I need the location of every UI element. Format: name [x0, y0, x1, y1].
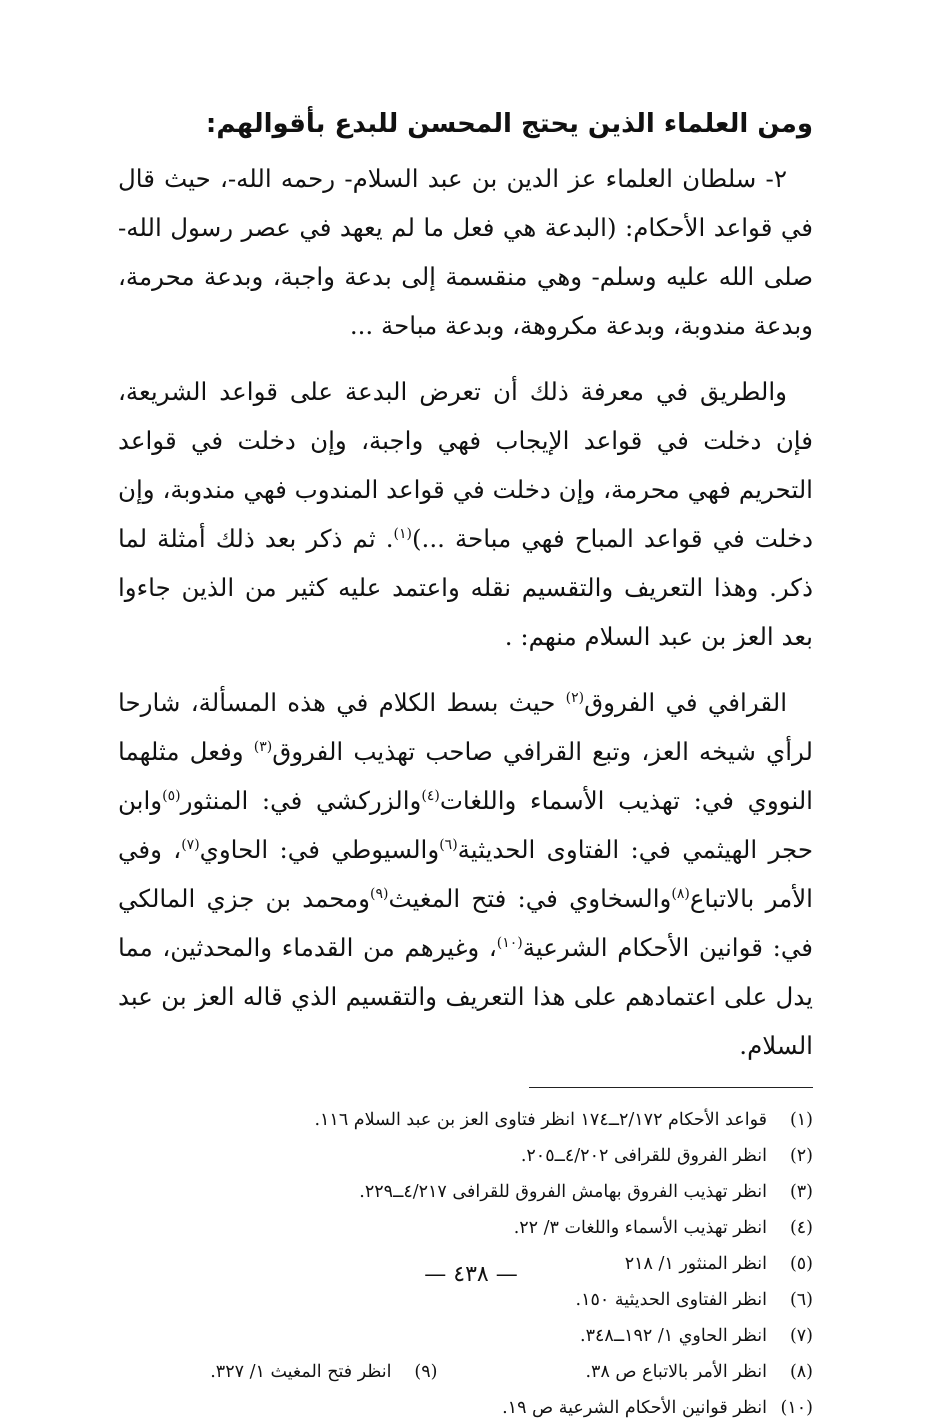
- footnote-number: (٢): [789, 1146, 813, 1166]
- footnote-ref-9[interactable]: (٩): [370, 885, 389, 902]
- footnote-item: [118, 1390, 813, 1426]
- footnote-ref-3[interactable]: (٣): [253, 738, 273, 755]
- footnote-item: [118, 1138, 813, 1174]
- footnote-ref-6[interactable]: (٦): [439, 836, 458, 853]
- footnote-ref-4[interactable]: (٤): [421, 787, 440, 804]
- footnote-item: [118, 1174, 813, 1210]
- footnote-ref-2[interactable]: (٢): [565, 689, 585, 706]
- footnote-item: [118, 1210, 813, 1246]
- paragraph-method-text-a: والطريق في معرفة ذلك أن تعرض البدعة على قواعد الشريعة، فإن دخلت في قواعد الإيجاب فهي واجبة، وإن دخلت في قواعد التحريم فهي محرمة، وإن دخلت في قواعد المندوب فهي مندوبة، وإن دخلت في قواعد المباح فهي مباحة ...): [118, 377, 813, 553]
- followers-text-10: ، وغيرهم من القدماء والمحدثين، مما يدل على اعتمادهم على هذا التعريف والتقسيم الذي قاله العز بن عبد السلام.: [118, 933, 813, 1060]
- page-body: [118, 100, 813, 1426]
- footnote-text: انظر الفتاوى الحديثية ١٥٠.: [575, 1290, 767, 1310]
- footnote-text-second: انظر فتح المغيث ١/ ٣٢٧.: [210, 1362, 392, 1382]
- followers-text-8: والسخاوي في: فتح المغيث: [388, 884, 672, 913]
- footnote-number: (٥): [789, 1254, 813, 1274]
- footnote-text: انظر تهذيب الأسماء واللغات ٣/ ٢٢.: [513, 1218, 767, 1238]
- footnote-item-pair: [118, 1354, 813, 1390]
- footnote-text: انظر المنثور ١/ ٢١٨: [624, 1254, 767, 1274]
- footnote-number: (٤): [789, 1218, 813, 1238]
- paragraph-izz-definition: ٢- سلطان العلماء عز الدين بن عبد السلام- رحمه الله-، حيث قال في قواعد الأحكام: (البدعة هي فعل ما لم يعهد في عصر رسول الله- صلى الله عليه وسلم- وهي منقسمة إلى بدعة واجبة، وبدعة محرمة، وبدعة مندوبة، وبدعة مكروهة، وبدعة مباحة ...: [118, 164, 813, 340]
- footnote-item: [118, 1318, 813, 1354]
- followers-text-5: وابن حجر الهيثمي في: الفتاوى الحديثية: [118, 786, 813, 864]
- paragraph-method: [118, 367, 813, 661]
- footnote-number: (١): [789, 1110, 813, 1130]
- footnote-ref-5[interactable]: (٥): [162, 787, 181, 804]
- footnote-text: انظر الحاوي ١/ ١٩٢ــ٣٤٨.: [580, 1326, 767, 1346]
- footnote-number: (٦): [789, 1290, 813, 1310]
- followers-text-3: وفعل مثلهما النووي في: تهذيب الأسماء واللغات: [118, 737, 813, 815]
- footnote-text: انظر الفروق للقرافى ٤/٢٠٢ــ٢٠٥.: [520, 1146, 767, 1166]
- footnote-gap: [437, 1354, 585, 1390]
- followers-text-4: والزركشي في: المنثور: [180, 786, 422, 815]
- followers-text-7: ، وفي الأمر بالاتباع: [118, 835, 813, 913]
- footnote-number: (١٠): [780, 1398, 813, 1418]
- followers-text-1: القرافي في الفروق: [584, 688, 788, 717]
- paragraph-followers: [118, 678, 813, 1070]
- followers-text-6: والسيوطي في: الحاوي: [199, 835, 440, 864]
- section-heading: ومن العلماء الذين يحتج المحسن للبدع بأقوالهم:: [205, 109, 813, 139]
- footnote-item: [118, 1102, 813, 1138]
- footnote-ref-8[interactable]: (٨): [671, 885, 690, 902]
- footnote-number: (٣): [789, 1182, 813, 1202]
- footnote-number: (٨): [789, 1362, 813, 1382]
- footnote-ref-10[interactable]: (١٠): [496, 934, 523, 951]
- footnote-number: (٧): [789, 1326, 813, 1346]
- footnote-text: انظر الأمر بالاتباع ص ٣٨.: [585, 1362, 767, 1382]
- followers-text-2: حيث بسط الكلام في هذه المسألة، شارحا لرأي شيخه العز، وتبع القرافي صاحب تهذيب الفروق: [118, 688, 814, 766]
- footnote-ref-7[interactable]: (٧): [181, 836, 200, 853]
- footnote-item: [118, 1282, 813, 1318]
- footnote-text: انظر قوانين الأحكام الشرعية ص ١٩.: [502, 1398, 767, 1418]
- footnote-divider: [529, 1087, 813, 1088]
- paragraph-method-text-b: . ثم ذكر بعد ذلك أمثلة لما ذكر. وهذا التعريف والتقسيم نقله واعتمد عليه كثير من الذين جاءوا بعد العز بن عبد السلام منهم: .: [118, 524, 813, 651]
- page-number: — ٤٣٨ —: [424, 1262, 518, 1287]
- footnote-text: انظر تهذيب الفروق بهامش الفروق للقرافى ٤/٢١٧ــ٢٢٩.: [359, 1182, 767, 1202]
- footnote-text: قواعد الأحكام ٢/١٧٢ــ١٧٤ انظر فتاوى العز بن عبد السلام ١١٦.: [314, 1110, 767, 1130]
- followers-text-9: ومحمد بن جزي المالكي في: قوانين الأحكام الشرعية: [118, 884, 814, 962]
- footnote-number-second: (٩): [414, 1362, 438, 1382]
- footnote-ref-1[interactable]: (١): [393, 525, 412, 542]
